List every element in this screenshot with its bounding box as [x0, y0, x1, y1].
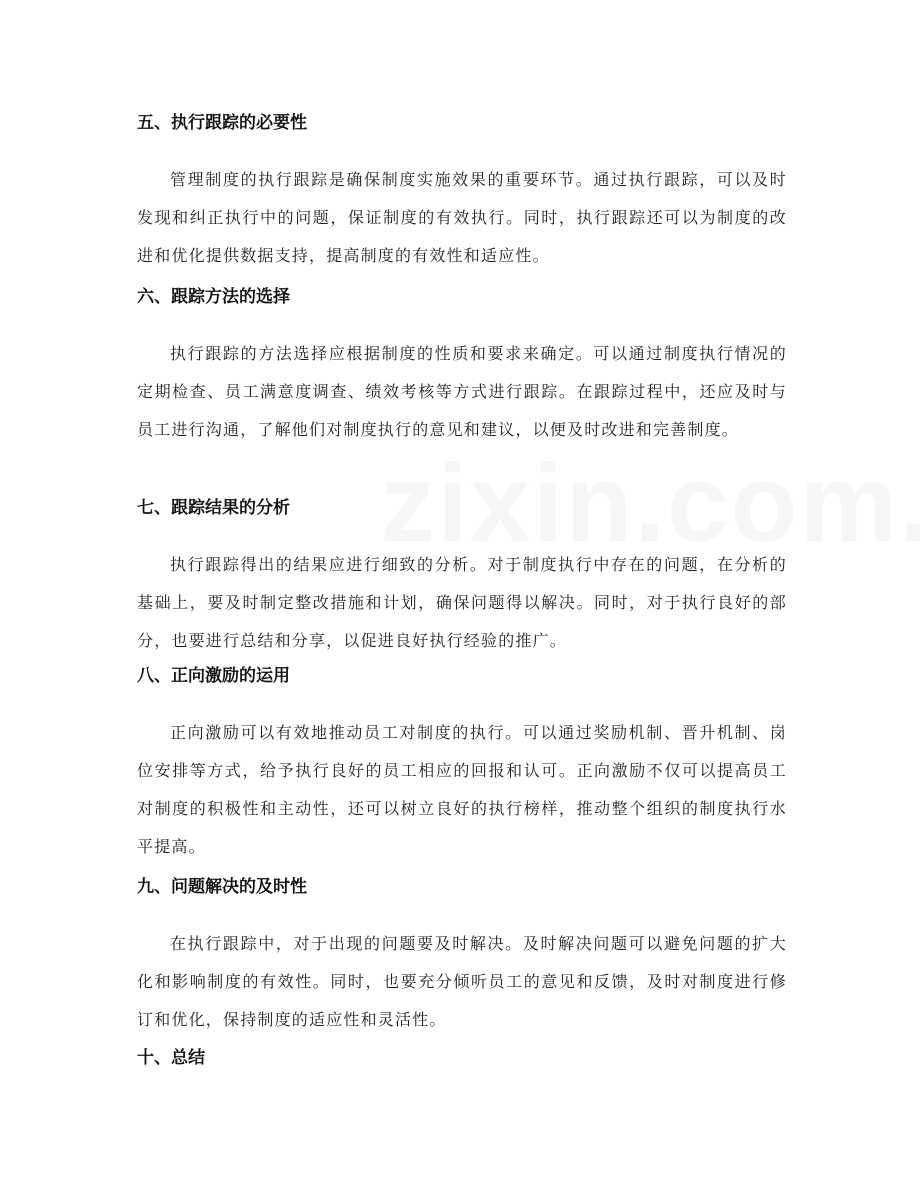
- section-heading: 八、正向激励的运用: [137, 666, 290, 686]
- section-10: [137, 1046, 787, 1070]
- section-paragraph: 管理制度的执行跟踪是确保制度实施效果的重要环节。通过执行跟踪，可以及时发现和纠正执行中的问题，保证制度的有效执行。同时，执行跟踪还可以为制度的改进和优化提供数据支持，提高制度的有效性和适应性。: [137, 170, 787, 265]
- section-heading: 六、跟踪方法的选择: [137, 287, 290, 307]
- section-8: [137, 664, 787, 866]
- section-9: [137, 875, 787, 1039]
- section-heading: 九、问题解决的及时性: [137, 877, 307, 897]
- section-paragraph: 执行跟踪的方法选择应根据制度的性质和要求来确定。可以通过制度执行情况的定期检查、员工满意度调查、绩效考核等方式进行跟踪。在跟踪过程中，还应及时与员工进行沟通，了解他们对制度执行的意见和建议，以便及时改进和完善制度。: [137, 344, 787, 439]
- section-paragraph: 在执行跟踪中，对于出现的问题要及时解决。及时解决问题可以避免问题的扩大化和影响制度的有效性。同时，也要充分倾听员工的意见和反馈，及时对制度进行修订和优化，保持制度的适应性和灵活性。: [137, 934, 787, 1029]
- section-heading: 七、跟踪结果的分析: [137, 498, 290, 518]
- section-7: [137, 496, 787, 660]
- section-heading: 十、总结: [137, 1048, 205, 1068]
- section-6: [137, 285, 787, 449]
- section-paragraph: 正向激励可以有效地推动员工对制度的执行。可以通过奖励机制、晋升机制、岗位安排等方式，给予执行良好的员工相应的回报和认可。正向激励不仅可以提高员工对制度的积极性和主动性，还可以树立良好的执行榜样，推动整个组织的制度执行水平提高。: [137, 723, 787, 856]
- section-paragraph: 执行跟踪得出的结果应进行细致的分析。对于制度执行中存在的问题，在分析的基础上，要及时制定整改措施和计划，确保问题得以解决。同时，对于执行良好的部分，也要进行总结和分享，以促进良好执行经验的推广。: [137, 555, 787, 650]
- section-5: [137, 111, 787, 275]
- section-heading: 五、执行跟踪的必要性: [137, 113, 307, 133]
